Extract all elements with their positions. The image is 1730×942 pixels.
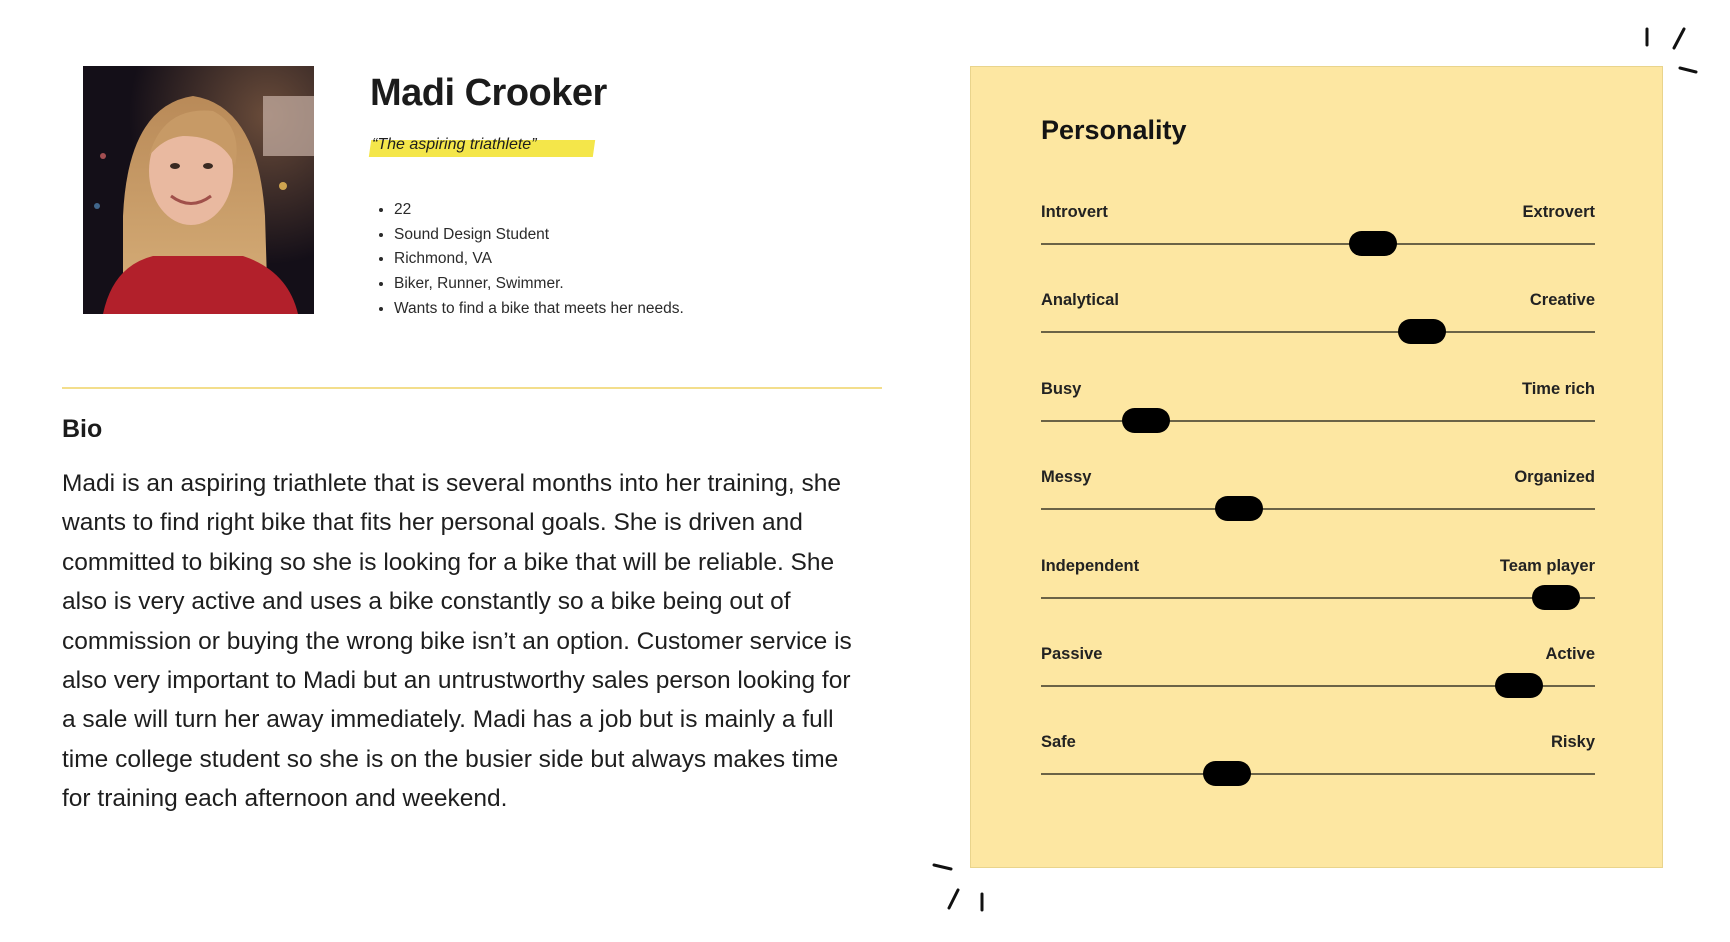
- trait-slider-knob[interactable]: [1349, 231, 1397, 256]
- trait-introvert-extrovert: [1041, 203, 1595, 253]
- trait-track: [1041, 508, 1595, 510]
- trait-slider-knob[interactable]: [1215, 496, 1263, 521]
- trait-slider-knob[interactable]: [1532, 585, 1580, 610]
- persona-photo: [83, 66, 314, 314]
- trait-right-label: Active: [1545, 645, 1595, 663]
- trait-right-label: Extrovert: [1522, 203, 1595, 221]
- trait-left-label: Independent: [1041, 557, 1140, 575]
- trait-track: [1041, 597, 1595, 599]
- trait-right-label: Creative: [1529, 291, 1595, 309]
- trait-analytical-creative: [1041, 291, 1595, 341]
- trait-left-label: Introvert: [1041, 203, 1108, 221]
- trait-slider-knob[interactable]: [1203, 761, 1251, 786]
- fact-activities: • Biker, Runner, Swimmer.: [394, 272, 684, 297]
- trait-track: [1041, 243, 1595, 245]
- trait-slider-knob[interactable]: [1398, 319, 1446, 344]
- trait-left-label: Analytical: [1041, 291, 1119, 309]
- persona-name: Madi Crooker: [370, 72, 607, 114]
- fact-age: • 22: [394, 198, 684, 223]
- trait-slider-knob[interactable]: [1122, 408, 1170, 433]
- fact-goal: • Wants to find a bike that meets her needs.: [394, 297, 684, 322]
- section-divider: [62, 387, 882, 389]
- trait-left-label: Messy: [1041, 468, 1092, 486]
- personality-title: Personality: [1041, 115, 1187, 145]
- bio-heading: Bio: [62, 415, 103, 443]
- trait-right-label: Risky: [1550, 733, 1595, 751]
- personality-card: [970, 66, 1663, 868]
- trait-slider-knob[interactable]: [1495, 673, 1543, 698]
- trait-messy-organized: [1041, 468, 1595, 518]
- trait-right-label: Organized: [1514, 468, 1595, 486]
- persona-facts-list: [378, 198, 684, 322]
- trait-left-label: Passive: [1041, 645, 1103, 663]
- fact-location: • Richmond, VA: [394, 247, 684, 272]
- trait-right-label: Team player: [1499, 557, 1595, 575]
- trait-busy-timerich: [1041, 380, 1595, 430]
- tagline-text: “The aspiring triathlete”: [372, 136, 537, 153]
- trait-track: [1041, 331, 1595, 333]
- trait-safe-risky: [1041, 733, 1595, 783]
- trait-track: [1041, 773, 1595, 775]
- trait-left-label: Safe: [1041, 733, 1076, 751]
- portrait-image: [83, 66, 314, 314]
- persona-tagline: [370, 136, 537, 158]
- bio-text: Madi is an aspiring triathlete that is several months into her training, she wants to find right bike that fits her personal goals. She is driven and committed to biking so she is looking for a bike that will be reliable. She also is very active and uses a bike constantly so a bike being out of commission or buying the wrong bike isn’t an option. Customer service is also very important to Madi but an untrustworthy sales person looking for a sale will turn her away immediately. Madi has a job but is mainly a full time college student so she is on the busier side but always makes time for training each afternoon and weekend.: [62, 470, 852, 813]
- fact-occupation: • Sound Design Student: [394, 223, 684, 248]
- trait-left-label: Busy: [1041, 380, 1082, 398]
- trait-passive-active: [1041, 645, 1595, 695]
- trait-independent-teamplayer: [1041, 557, 1595, 607]
- trait-right-label: Time rich: [1521, 380, 1595, 398]
